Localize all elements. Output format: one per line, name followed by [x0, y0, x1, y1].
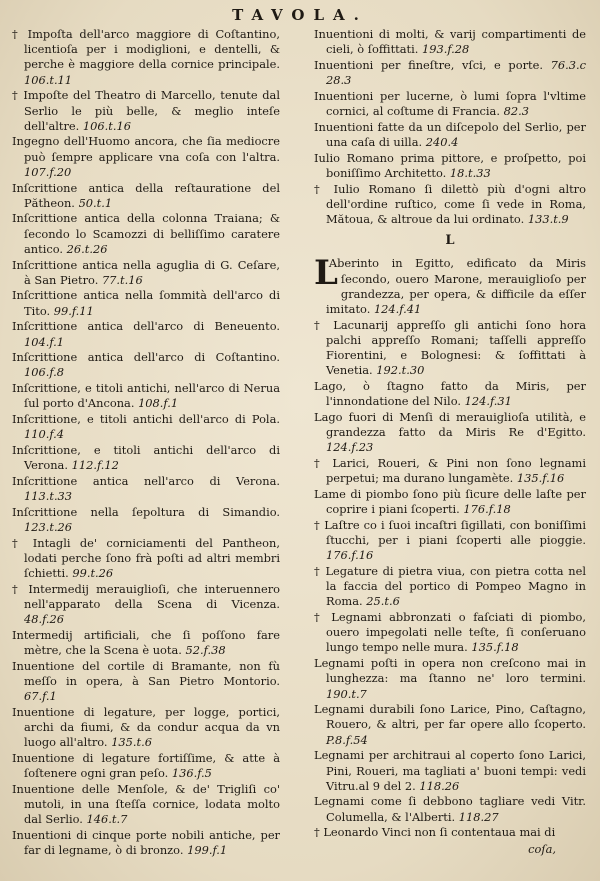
entry-page-ref: 192.t.30 [376, 363, 425, 378]
entry-text: Inuentioni per fineſtre, vſci, e porte. [314, 57, 543, 72]
entry-page-ref: 25.t.6 [366, 594, 400, 609]
section-letter: L [445, 233, 455, 249]
index-entry [12, 505, 280, 535]
entry-page-ref: 106.t.11 [24, 72, 73, 87]
entry-text: Inuentione di legature fortiſſime, & atte à ſoſtenere ogni gran peſo. [12, 751, 280, 781]
entry-text: † Lacunarij appreſſo gli antichi ſono hora palchi appreſſo Romani; taſſelli appreſſo Fiorentini, e Bolognesi: & ſoffittati à Venetia. [314, 317, 586, 378]
entry-text: Inuentioni per lucerne, ò lumi ſopra l'vltime cornici, al coſtume di Francia. [314, 88, 586, 119]
entry-page-ref: 99.t.26 [72, 566, 114, 581]
entry-text: Inuentione di legature, per logge, portici, archi da fiumi, & da condur acqua da vn luogo all'altro. [12, 704, 280, 750]
entry-text: † Legnami abbronzati o faſciati di piombo, ouero impegolati nelle teſte, ſi conſeruano lungo tempo nelle mura. [314, 610, 586, 655]
entry-text: Intermedij artificiali, che ſi poſſono fare mètre, che la Scena è uota. [12, 627, 280, 658]
entry-page-ref: 193.f.28 [422, 42, 470, 57]
entry-page-ref: 26.t.26 [66, 241, 108, 256]
entry-page-ref: 108.f.1 [138, 396, 179, 411]
entry-page-ref: 136.f.5 [171, 766, 212, 781]
entry-page-ref: 199.f.1 [187, 843, 228, 858]
index-entry [314, 456, 586, 486]
running-head: TAVOLA. [232, 6, 368, 24]
index-entry [314, 182, 586, 228]
index-entry [12, 211, 280, 257]
index-entry [314, 564, 586, 610]
entry-page-ref: 146.t.7 [86, 812, 128, 827]
entry-page-ref: 135.t.6 [111, 735, 152, 750]
entry-text: Inſcrittione antica nella ſommità dell'arco di Tito. [12, 288, 280, 318]
entry-text: Inſcrittione antica della reſtauratione del Pătheon. [12, 180, 280, 210]
entry-text: Ingegno dell'Huomo ancora, che ſia mediocre può ſempre applicare vna coſa con l'altra. [12, 134, 280, 164]
index-entry [314, 410, 586, 456]
entry-page-ref: 135.f.16 [516, 471, 565, 486]
entry-page-ref: 106.t.16 [82, 118, 131, 133]
entry-text: † Impoſta dell'arco maggiore di Coſtantino, licentioſa per i modiglioni, e dentelli, & perche è maggiore della cornice principale. [12, 27, 280, 72]
index-entry [314, 748, 586, 794]
entry-text: † Intagli de' corniciamenti del Pantheon, lodati perche ſono frà poſti ad altri membri ſchietti. [12, 535, 280, 581]
entry-page-ref: 124.f.31 [464, 394, 512, 409]
index-entry [314, 379, 586, 409]
entry-page-ref: 76.3.c 28.3 [326, 57, 586, 88]
entry-text: Inuentione del cortile di Bramante, non fù meſſo in opera, à San Pietro Montorio. [12, 658, 280, 689]
entry-text: † Leonardo Vinci non ſi contentaua mai di [314, 825, 556, 840]
index-entry [12, 443, 280, 473]
index-entry [12, 258, 280, 288]
index-entry [314, 487, 586, 517]
entry-text: Inuentione delle Menſole, & de' Trigliſi co' mutoli, in una ſteſſa cornice, lodata molto dal Serlio. [12, 781, 280, 827]
entry-page-ref: 123.t.26 [24, 520, 73, 534]
entry-text: Inſcrittione, e titoli antichi dell'arco di Verona. [12, 442, 280, 473]
entry-page-ref: 50.t.1 [78, 195, 113, 210]
index-entry [12, 828, 280, 858]
entry-page-ref: 82.3 [503, 104, 529, 119]
index-column-left [12, 27, 280, 859]
entry-text: Inſcrittione antica della colonna Traiana; & ſecondo lo Scamozzi di belliſſimo caratere antico. [12, 211, 280, 256]
entry-text: Inſcrittione antica nell'arco di Verona. [12, 473, 280, 488]
entry-page-ref: 107.f.20 [24, 164, 72, 179]
index-entry [12, 381, 280, 411]
index-entry [12, 181, 280, 211]
entry-page-ref: 133.t.9 [527, 211, 569, 226]
index-entry [314, 27, 586, 57]
index-entry [12, 474, 280, 504]
entry-page-ref: 118.26 [419, 778, 460, 793]
index-entry [12, 288, 280, 318]
entry-text: † Legature di pietra viua, con pietra cotta nel la faccia del portico di Pompeo Magno in Roma. [314, 563, 586, 609]
entry-text: Legnami durabili ſono Larice, Pino, Caſtagno, Rouero, & altri, per far opere allo ſcoperto. [314, 702, 586, 732]
index-entry [12, 350, 280, 380]
index-entry [12, 782, 280, 828]
index-entry [314, 58, 586, 88]
drop-cap: L [314, 253, 338, 294]
entry-page-ref: 135.f.18 [471, 640, 519, 655]
entry-text: † Intermedij merauiglioſi, che interuennero nell'apparato della Scena di Vicenza. [12, 581, 280, 612]
entry-page-ref: 240.4 [425, 134, 459, 149]
entry-text: Inſcrittione, e titoli antichi, nell'arco di Nerua ſul porto d'Ancona. [12, 381, 280, 411]
entry-text: Inuentioni fatte da un diſcepolo del Serlio, per una caſa di uilla. [314, 119, 586, 149]
entry-text: Inſcrittione, e titoli antichi dell'arco di Pola. [12, 412, 280, 427]
index-entry [314, 794, 586, 824]
index-entry [12, 27, 280, 88]
entry-text: Legnami come ſi debbono tagliare vedi Vitr. Columella, & l'Alberti. [314, 794, 586, 824]
entry-text: Aberinto in Egitto, edificato da Miris ſecondo, ouero Marone, merauiglioſo per grandezza, per opera, & difficile da eſſer imitato. [326, 256, 586, 316]
index-entry [12, 628, 280, 658]
entry-text: Iulio Romano prima pittore, e proſpetto, poi boniſſimo Architetto. [314, 150, 586, 180]
entry-page-ref: 176.f.16 [326, 548, 374, 563]
entry-page-ref: 104.f.1 [24, 334, 65, 349]
entry-text: Inuentioni di cinque porte nobili antiche, per far di legname, ò di bronzo. [12, 828, 280, 858]
entry-page-ref: 118.27 [458, 809, 499, 824]
index-entry [314, 610, 586, 656]
index-entry [12, 536, 280, 582]
catchword: coſa, [528, 841, 556, 856]
entry-page-ref: 112.f.12 [71, 458, 119, 473]
entry-text: † Iulio Romano ſi dilettò più d'ogni altro dell'ordine ruſtico, come ſi vede in Roma, Mătoua, & altroue da lui ordinato. [314, 181, 586, 226]
entry-page-ref: 52.f.38 [185, 643, 226, 658]
entry-page-ref: 176.f.18 [463, 502, 511, 517]
entry-text: Inſcrittione antica nella aguglia di G. Ceſare, à San Pietro. [12, 257, 280, 287]
index-entry [314, 656, 586, 702]
index-entry [12, 582, 280, 628]
index-entry [12, 705, 280, 751]
entry-text: Legnami poſti in opera non creſcono mai in lunghezza: ma ſtanno ne' loro termini. [314, 656, 586, 686]
entry-text: † Larici, Roueri, & Pini non ſono legnami perpetui; ma durano lungamète. [314, 455, 586, 486]
entry-page-ref: 99.f.11 [53, 303, 94, 318]
entry-text: † Laſtre co i ſuoi incaſtri ſigillati, con boniſſimi ſtucchi, per i piani ſcoperti alle pioggie. [314, 517, 586, 547]
index-entry [314, 518, 586, 564]
entry-page-ref: 113.t.33 [24, 489, 73, 504]
index-entry [314, 702, 586, 748]
entry-page-ref: 48.f.26 [24, 612, 65, 627]
entry-text: Lago, ò ſtagno fatto da Miris, per l'innondatione del Nilo. [314, 378, 586, 409]
entry-page-ref: 67.f.1 [24, 689, 57, 704]
index-entry [12, 88, 280, 134]
index-entry [12, 751, 280, 781]
index-entry [12, 412, 280, 442]
entry-page-ref: 18.t.33 [449, 165, 491, 180]
entry-text: Inſcrittione antica dell'arco di Coſtantino. [12, 350, 280, 365]
entry-text: † Impoſte del Theatro di Marcello, tenute dal Serlio le più belle, & meglio inteſe dell'altre. [12, 88, 280, 133]
index-entry [314, 825, 586, 840]
index-entry [314, 253, 586, 317]
entry-text: Lame di piombo ſono più ſicure delle laſte per coprire i piani ſcoperti. [314, 486, 586, 517]
index-entry [314, 89, 586, 119]
index-entry [314, 120, 586, 150]
entry-text: Inſcrittione nella ſepoltura di Simandio. [12, 504, 280, 519]
entry-page-ref: 190.t.7 [326, 686, 367, 701]
entry-page-ref: 124.f.23 [326, 440, 374, 455]
entry-text: Inſcrittione antica dell'arco di Beneuento. [12, 319, 280, 334]
entry-page-ref: 110.f.4 [24, 427, 65, 442]
index-entry [314, 151, 586, 181]
index-entry [314, 318, 586, 379]
entry-text: Legnami per architraui al coperto ſono Larici, Pini, Roueri, ma tagliati a' buoni tempi: vedi Vitru.al 9 del 2. [314, 748, 586, 793]
entry-page-ref: 124.f.41 [373, 301, 422, 316]
index-entry [12, 659, 280, 705]
entry-page-ref: 77.t.16 [101, 272, 143, 287]
entry-text: Inuentioni di molti, & varij compartimenti de cieli, ò ſoffittati. [314, 27, 586, 57]
entry-text: Lago fuori di Menſi di merauiglioſa utilità, e grandezza fatto da Miris Re d'Egitto. [314, 409, 586, 440]
index-entry [12, 134, 280, 180]
entry-page-ref: 106.f.8 [24, 365, 65, 380]
index-entry [12, 319, 280, 349]
entry-page-ref: P.8.f.54 [326, 732, 368, 747]
index-column-right [314, 27, 586, 857]
